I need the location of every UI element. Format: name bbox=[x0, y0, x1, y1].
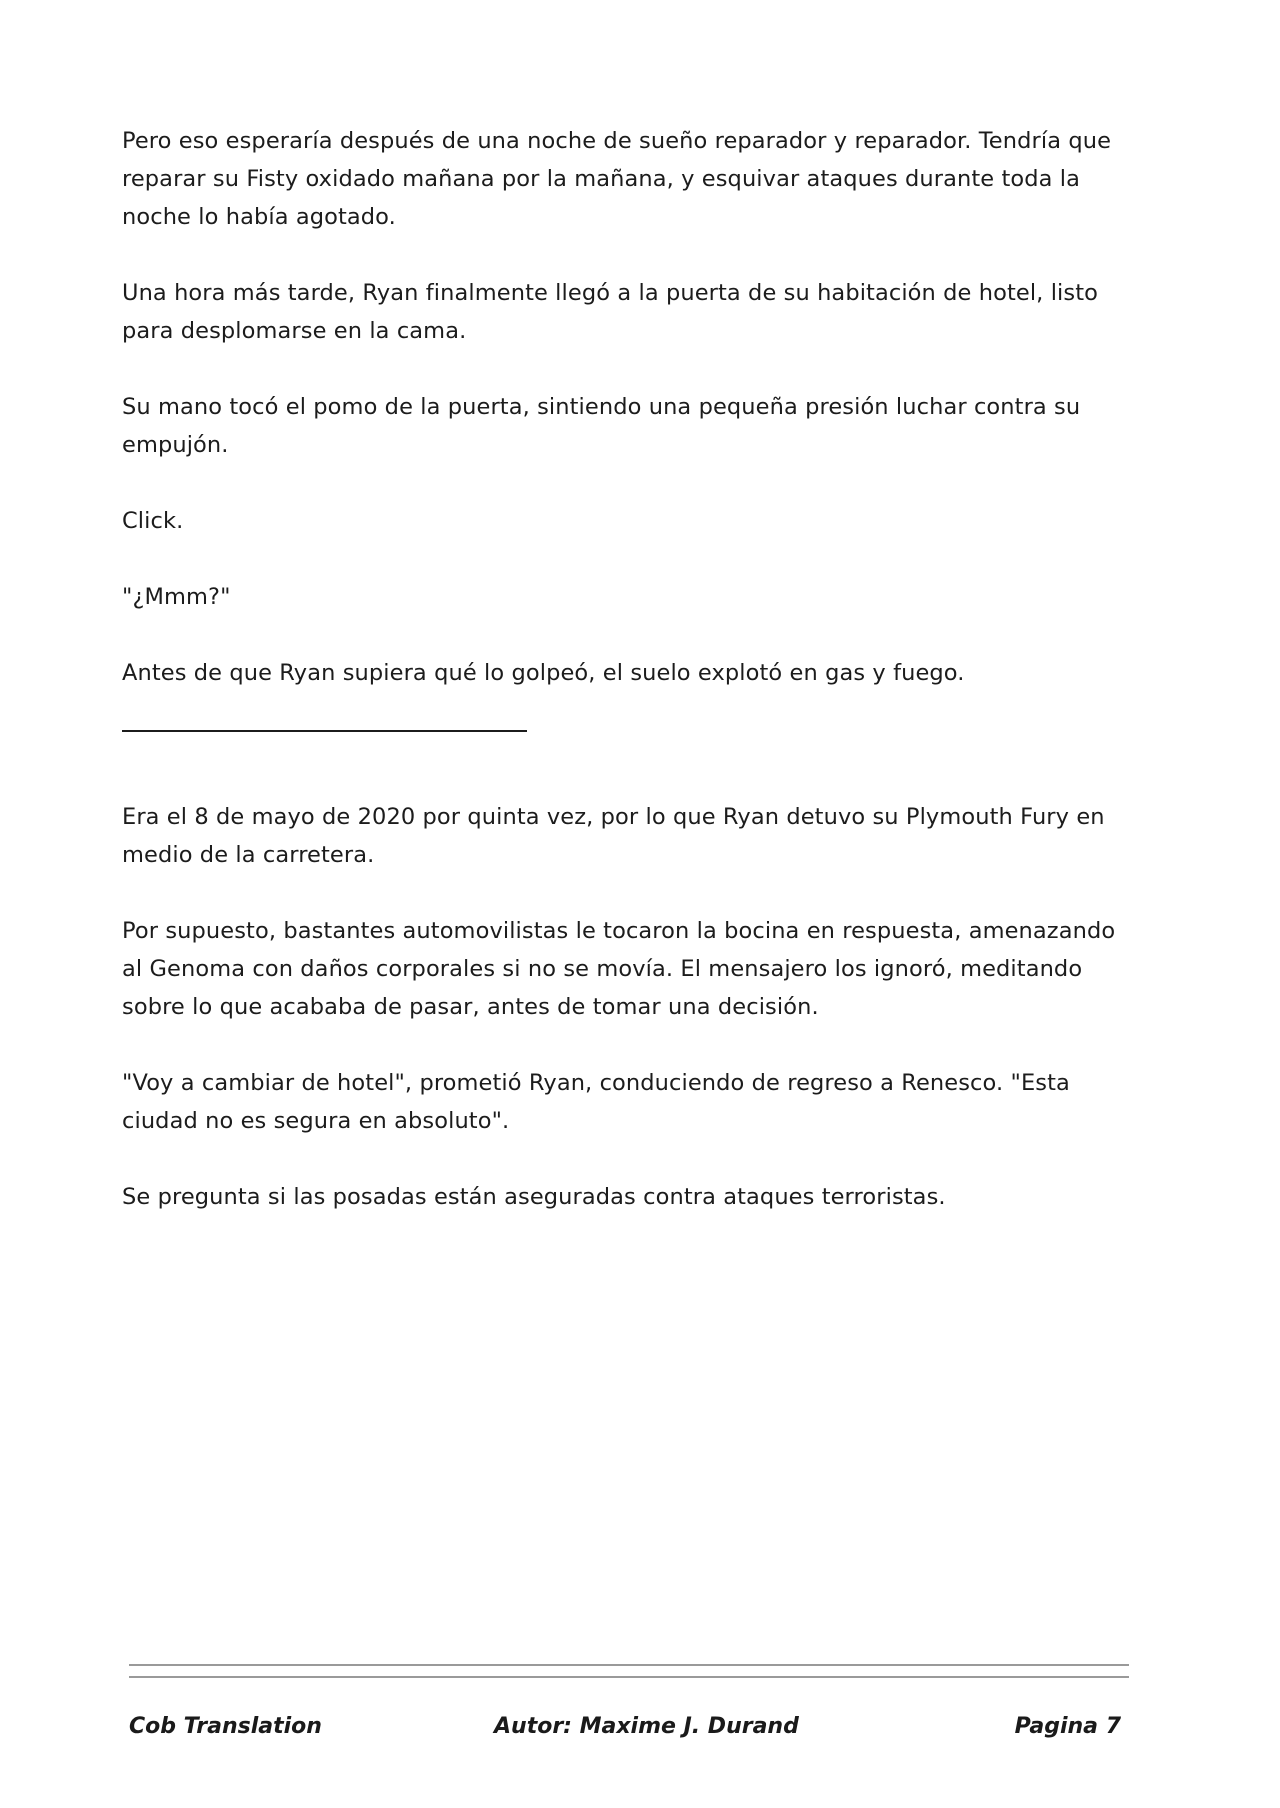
paragraph-4: Click. bbox=[122, 508, 184, 534]
paragraph-6: Antes de que Ryan supiera qué lo golpeó, el suelo explotó en gas y fuego. bbox=[122, 660, 965, 686]
footer-translator: Cob Translation bbox=[129, 1714, 322, 1739]
paragraph-5: "¿Mmm?" bbox=[122, 584, 231, 610]
paragraph-8: Por supuesto, bastantes automovilistas le tocaron la bocina en respuesta, amenazando al Genoma con daños corporales si no se movía. El mensajero los ignoró, meditando sobre lo que acababa de pasar, antes de tomar una decisión. bbox=[122, 918, 1116, 1020]
footer-page-number: Pagina 7 bbox=[1014, 1714, 1121, 1739]
paragraph-9: "Voy a cambiar de hotel", prometió Ryan, conduciendo de regreso a Renesco. "Esta ciudad no es segura en absoluto". bbox=[122, 1070, 1070, 1134]
scene-separator-line bbox=[122, 730, 527, 732]
paragraph-1: Pero eso esperaría después de una noche de sueño reparador y reparador. Tendría que reparar su Fisty oxidado mañana por la mañana, y esquivar ataques durante toda la noche lo había agotado. bbox=[122, 128, 1112, 230]
paragraph-2: Una hora más tarde, Ryan finalmente llegó a la puerta de su habitación de hotel, listo para desplomarse en la cama. bbox=[122, 280, 1099, 344]
footer-author: Autor: Maxime J. Durand bbox=[494, 1714, 799, 1739]
page-body bbox=[122, 122, 1132, 1254]
footer-rule-bottom bbox=[129, 1676, 1129, 1678]
footer-divider bbox=[129, 1664, 1129, 1678]
paragraph-10: Se pregunta si las posadas están aseguradas contra ataques terroristas. bbox=[122, 1184, 946, 1210]
footer-rule-top bbox=[129, 1664, 1129, 1666]
paragraph-7: Era el 8 de mayo de 2020 por quinta vez, por lo que Ryan detuvo su Plymouth Fury en medio de la carretera. bbox=[122, 804, 1105, 868]
paragraph-3: Su mano tocó el pomo de la puerta, sintiendo una pequeña presión luchar contra su empujón. bbox=[122, 394, 1081, 458]
page-footer bbox=[129, 1714, 1121, 1748]
